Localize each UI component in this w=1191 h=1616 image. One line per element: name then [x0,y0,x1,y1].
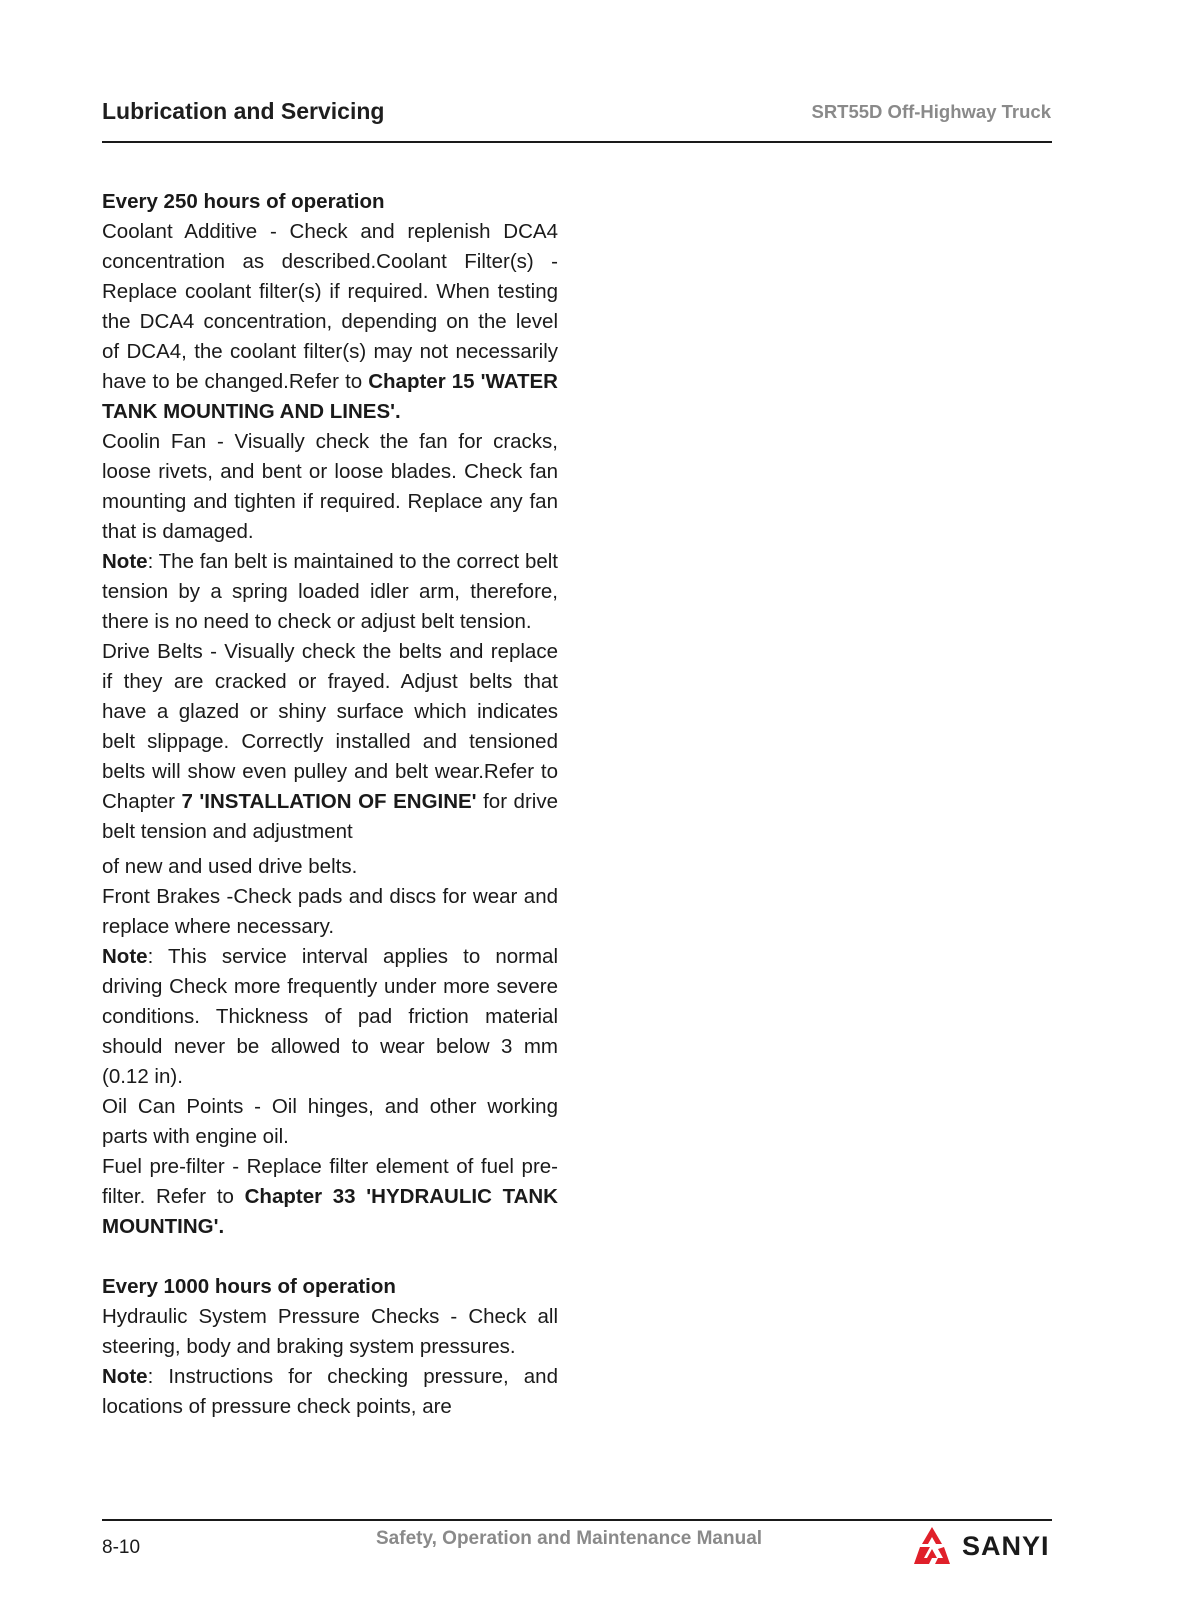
section-heading-1000-hours: Every 1000 hours of operation [102,1275,396,1298]
section-heading-250-hours: Every 250 hours of operation [102,190,385,213]
header-divider [102,141,1052,143]
drive-belts-chapter-ref: 7 'INSTALLATION OF ENGINE' [181,790,477,813]
fuel-prefilter-text: Fuel pre-filter - Replace filter element of fuel pre-filter. Refer to [102,1155,558,1208]
page-number: 8-10 [102,1537,141,1558]
note-label: Note [102,550,148,573]
logo-wordmark: SANYI [962,1531,1050,1561]
oil-can-points-paragraph: Oil Can Points - Oil hinges, and other working parts with engine oil. [102,1095,558,1148]
footer-manual-title: Safety, Operation and Maintenance Manual [376,1528,763,1549]
fuel-prefilter-paragraph [102,1152,558,1242]
pressure-note-text: : Instructions for checking pressure, and locations of pressure check points, are [102,1365,558,1418]
drive-belts-text: Drive Belts - Visually check the belts and replace if they are cracked or frayed. Adjust belts that have a glazed or shiny surface which indicates belt slippage. Correctly installed and tensioned belts will show even pulley and belt wear.Refer to Chapter [102,640,558,813]
main-content [102,187,558,1422]
sanyi-logo [908,1523,1058,1571]
footer-divider [102,1519,1052,1521]
fan-belt-note [102,547,558,637]
page-header-subtitle: SRT55D Off-Highway Truck [811,101,1051,122]
brake-note [102,942,558,1092]
fan-belt-note-text: : The fan belt is maintained to the correct belt tension by a spring loaded idler arm, therefore, there is no need to check or adjust belt tension. [102,550,558,633]
fuel-chapter-ref: Chapter 33 'HYDRAULIC TANK MOUNTING'. [102,1185,558,1238]
note-label: Note [102,1365,148,1388]
coolant-paragraph [102,217,558,427]
note-label: Note [102,945,148,968]
pressure-note [102,1362,558,1422]
drive-belts-paragraph [102,637,558,847]
drive-belts-tail: for drive belt tension and adjustment [102,790,558,843]
brake-note-text: : This service interval applies to normal driving Check more frequently under more severe conditions. Thickness of pad friction material should never be allowed to wear below 3 mm (0.12 in). [102,945,558,1088]
hydraulic-pressure-paragraph: Hydraulic System Pressure Checks - Check all steering, body and braking system pressures. [102,1305,558,1358]
sanyi-logo-icon [908,1523,956,1571]
front-brakes-paragraph: Front Brakes -Check pads and discs for wear and replace where necessary. [102,885,558,938]
cooling-fan-paragraph: Coolin Fan - Visually check the fan for cracks, loose rivets, and bent or loose blades. Check fan mounting and tighten if required. Replace any fan that is damaged. [102,430,558,543]
drive-belts-tail-line: of new and used drive belts. [102,855,358,878]
section-spacer [102,1242,558,1272]
page-header-title: Lubrication and Servicing [102,98,385,124]
coolant-chapter-ref: Chapter 15 'WATER TANK MOUNTING AND LINES'. [102,370,558,423]
coolant-text: Coolant Additive - Check and replenish DCA4 concentration as described.Coolant Filter(s) - Replace coolant filter(s) if required. When testing the DCA4 concentration, depending on the level of DCA4, the coolant filter(s) may not necessarily have to be changed.Refer to [102,220,558,393]
